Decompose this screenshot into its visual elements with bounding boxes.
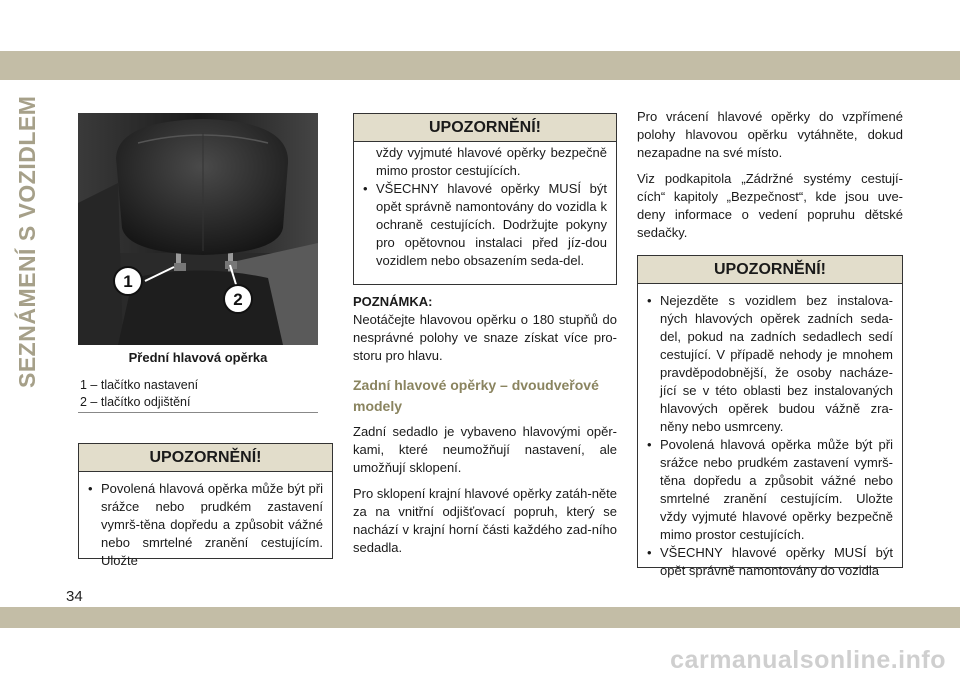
- paragraph: Pro sklopení krajní hlavové opěrky zatáh-něte za na vnitřní odjišťovací popruh, který se nachází v krajní horní části každého zad-ního sedadla.: [353, 486, 617, 555]
- paragraph: Zadní sedadlo je vybaveno hlavovými opěr-kami, které neumožňují nastavení, ale umožňují sklopení.: [353, 424, 617, 475]
- warning-item: • VŠECHNY hlavové opěrky MUSÍ být opět správně namontovány do vozidla: [647, 544, 893, 580]
- section-heading: Zadní hlavové opěrky – dvoudveřové modely: [353, 377, 599, 414]
- warning-item: • Nejezděte s vozidlem bez instalova-ných hlavových opěrek zadních seda-del, pokud na zadních sedadlech sedí cestující. V případě nehody je mnohem pravděpodobnější, že osoby nacháze-jící se v této oblasti bez instalovaných hlavových opěrek budou vážně zra-něny nebo usmrceny.: [647, 292, 893, 436]
- warning-item: • VŠECHNY hlavové opěrky MUSÍ být opět správně namontovány do vozidla k ochraně cestujících. Dodržujte pokyny pro opětovnou instalaci před jíz-dou vozidlem nebo obsazením seda-del.: [363, 180, 607, 270]
- note-text: Neotáčejte hlavovou opěrku o 180 stupňů do nesprávné polohy ve snaze získat více pro-storu pro hlavu.: [353, 312, 617, 363]
- warning-item: • Povolená hlavová opěrka může být při srážce nebo prudkém zastavení vymrš-těna dopředu a způsobit vážné nebo smrtelné zranění cestujícím. Uložte vždy vyjmuté hlavové opěrky bezpečně mimo prostor cestujících.: [647, 436, 893, 544]
- callout-2: [224, 285, 252, 313]
- watermark: carmanualsonline.info: [670, 646, 946, 674]
- figure-caption: Přední hlavová opěrka: [128, 350, 268, 365]
- paragraph: Viz podkapitola „Zádržné systémy cestují-cích“ kapitoly „Bezpečnost“, kde jsou uve-deny informace o vedení popruhu dětské sedačky.: [637, 171, 903, 240]
- warning-box-right: [637, 255, 903, 578]
- legend-item: 1 – tlačítko nastavení: [80, 378, 199, 392]
- warning-title: UPOZORNĚNÍ!: [354, 114, 616, 142]
- warning-item: • Povolená hlavová opěrka může být při srážce nebo prudkém zastavení vymrš-těna dopředu a způsobit vážné nebo smrtelné zranění cestujícím. Uložte: [88, 480, 323, 570]
- note-label: POZNÁMKA:: [353, 294, 433, 309]
- figure-legend: [80, 377, 198, 411]
- warning-title: UPOZORNĚNÍ!: [79, 444, 332, 472]
- section-side-title: SEZNÁMENÍ S VOZIDLEM: [14, 95, 40, 388]
- legend-divider: [78, 412, 318, 413]
- paragraph: Pro vrácení hlavové opěrky do vzpřímené polohy hlavovou opěrku vytáhněte, dokud nezapadne na své místo.: [637, 109, 903, 160]
- footer-band: [0, 607, 960, 628]
- warning-box-left: [78, 443, 333, 568]
- warning-box-middle: [353, 113, 617, 285]
- warning-title: UPOZORNĚNÍ!: [638, 256, 902, 284]
- warning-continuation: vždy vyjmuté hlavové opěrky bezpečně mimo prostor cestujících.: [376, 145, 607, 178]
- svg-text:1: 1: [123, 272, 133, 291]
- page-number: 34: [66, 588, 83, 605]
- svg-text:2: 2: [233, 290, 243, 309]
- callout-1: [114, 267, 142, 295]
- header-band: [0, 51, 960, 80]
- legend-item: 2 – tlačítko odjištění: [80, 395, 191, 409]
- headrest-photo: [78, 113, 318, 345]
